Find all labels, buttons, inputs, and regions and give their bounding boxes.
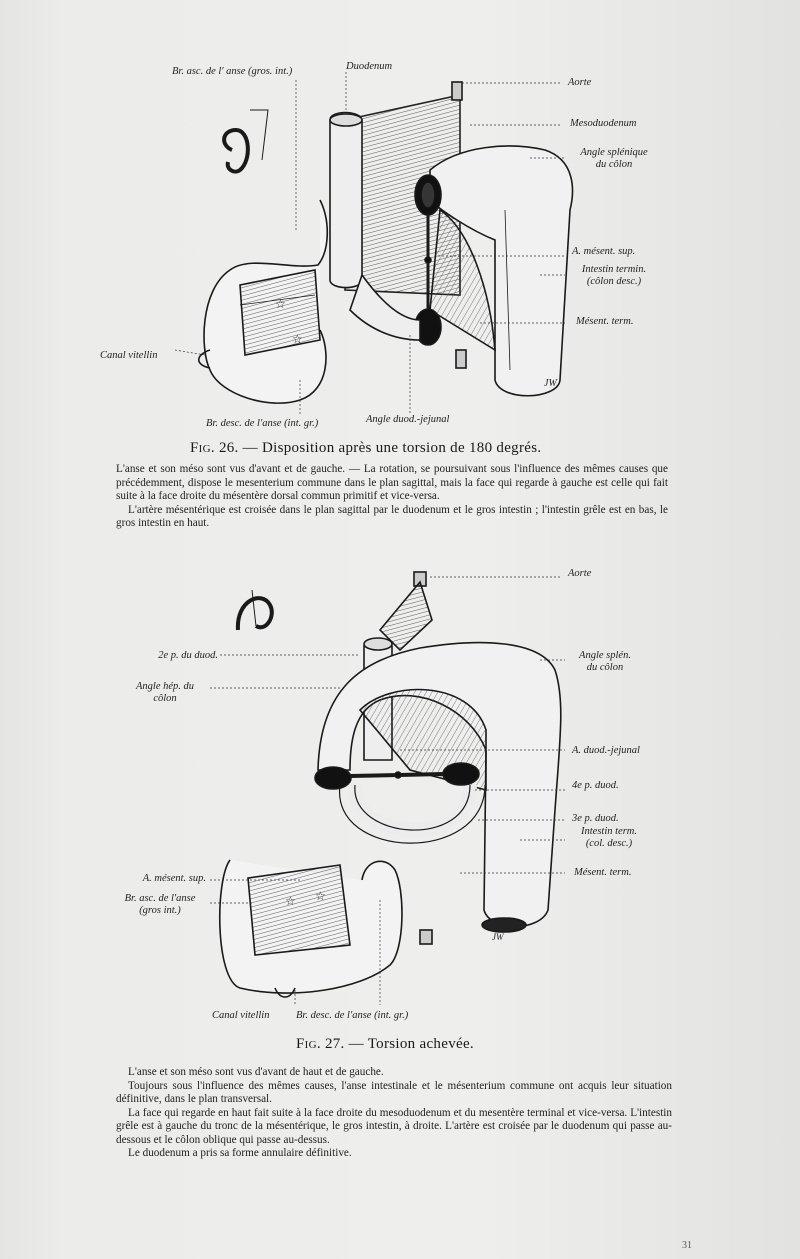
- label-br-asc-27-line1: Br. asc. de l'anse: [124, 893, 196, 904]
- figure-26-paragraph-2: L'artère mésentérique est croisée dans le plan sagittal par le duodenum et le gros intestin ; l'intestin grêle est en bas, le gros intestin en haut.: [116, 503, 668, 529]
- label-a-mesent-sup: A. mésent. sup.: [572, 246, 636, 257]
- label-mesent-term-27: Mésent. term.: [574, 867, 632, 878]
- figure-27-caption-number: Fig. 27.: [296, 1036, 345, 1052]
- figure-26-signature: JW: [544, 378, 557, 389]
- label-2e-p-duod: 2e p. du duod.: [158, 650, 218, 661]
- label-mesoduodenum: Mesoduodenum: [570, 118, 637, 129]
- label-intestin-term-27-line2: (col. desc.): [585, 838, 633, 849]
- label-br-asc-27: [110, 893, 210, 917]
- label-angle-splenique-line2: du côlon: [595, 159, 633, 170]
- svg-text:☆: ☆: [315, 889, 326, 903]
- figure-26-caption-number: Fig. 26.: [190, 440, 239, 456]
- figure-27-caption: [296, 1036, 474, 1053]
- label-angle-hep-line1: Angle hép. du: [135, 681, 195, 692]
- figure-27-caption-text: — Torsion achevée.: [348, 1036, 474, 1052]
- label-angle-duod: Angle duod.-jejunal: [366, 414, 450, 425]
- label-a-duod-jejunal: A. duod.-jejunal: [572, 745, 640, 756]
- label-br-desc-27: Br. desc. de l'anse (int. gr.): [296, 1010, 409, 1021]
- label-canal-vitellin: Canal vitellin: [100, 350, 158, 361]
- label-angle-splenique-line1: Angle splénique: [580, 147, 648, 158]
- label-angle-splen-line2: du côlon: [586, 662, 624, 673]
- figure-27-signature: JW: [492, 932, 504, 942]
- label-aorte: Aorte: [568, 77, 592, 88]
- label-intestin-term: [568, 264, 660, 288]
- svg-text:☆: ☆: [275, 297, 286, 311]
- label-intestin-term-27: [566, 826, 652, 850]
- label-br-asc-27-line2: (gros int.): [139, 905, 181, 916]
- label-canal-vitellin-27: Canal vitellin: [212, 1010, 270, 1021]
- figure-26-description: [116, 463, 668, 531]
- page-number: 31: [682, 1240, 692, 1251]
- svg-text:☆: ☆: [285, 894, 296, 908]
- figure-27-illustration: [0, 560, 800, 1020]
- figure-27-paragraph-3: La face qui regarde en haut fait suite à la face droite du mesoduodenum et du mesentère terminal et vice-versa. L'intestin grêle est à gauche du tronc de la mésentérique, le gros intestin, à droite. L'artère est croisée par le duodenum qui passe au-dessous et le côlon oblique qui passe au-dessus.: [116, 1106, 672, 1146]
- label-intestin-term-line1: Intestin termin.: [581, 264, 647, 275]
- label-angle-splen: [566, 650, 644, 674]
- label-mesent-term: Mésent. term.: [576, 316, 634, 327]
- label-br-asc: Br. asc. de l' anse (gros. int.): [172, 66, 293, 77]
- figure-27-description: [116, 1066, 672, 1161]
- figure-27-paragraph-4: Le duodenum a pris sa forme annulaire définitive.: [128, 1147, 352, 1159]
- label-angle-hep: [120, 681, 210, 705]
- svg-text:☆: ☆: [292, 332, 303, 346]
- label-a-mesent-sup-27: A. mésent. sup.: [142, 873, 206, 884]
- label-br-desc: Br. desc. de l'anse (int. gr.): [206, 418, 319, 429]
- figure-26-caption: [190, 440, 541, 457]
- label-intestin-term-27-line1: Intestin term.: [581, 826, 637, 837]
- figure-26-caption-text: — Disposition après une torsion de 180 degrés.: [242, 440, 542, 456]
- label-4e-p-duod: 4e p. duod.: [572, 780, 619, 791]
- label-angle-splen-line1: Angle splén.: [579, 650, 631, 661]
- label-aorte-27: Aorte: [568, 568, 592, 579]
- label-intestin-term-line2: (côlon desc.): [586, 276, 642, 287]
- figure-26-paragraph-1: L'anse et son méso sont vus d'avant et de gauche. — La rotation, se poursuivant sous l'influence des mêmes causes que précédemment, dispose le mesenterium commune dans le plan sagittal, mais la face qui regarde à gauche est celle qui fait suite à la face droite du mésentère dorsal commun primitif et vice-versa.: [116, 463, 668, 502]
- label-angle-splenique: [568, 147, 660, 171]
- label-angle-hep-line2: côlon: [153, 693, 177, 704]
- label-duodenum: Duodenum: [346, 61, 393, 72]
- figure-27-paragraph-1: L'anse et son méso sont vus d'avant de haut et de gauche.: [128, 1066, 384, 1078]
- label-3e-p-duod: 3e p. duod.: [572, 813, 619, 824]
- figure-27-paragraph-2: Toujours sous l'influence des mêmes causes, l'anse intestinale et le mésenterium commune ont acquis leur situation définitive, dans le plan transversal.: [116, 1079, 672, 1105]
- figure-26-illustration: [0, 50, 800, 430]
